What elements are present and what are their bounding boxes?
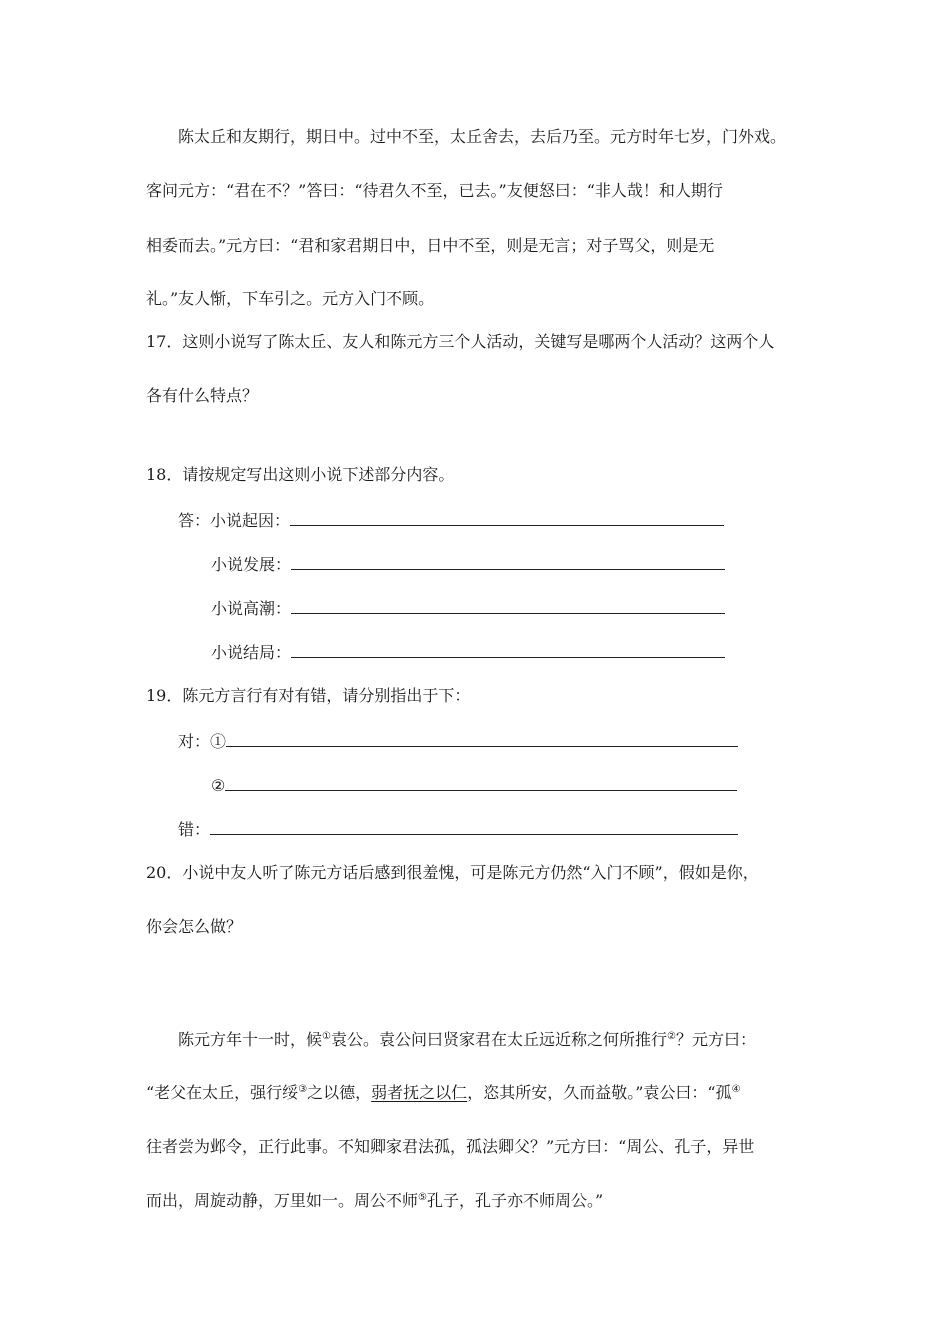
passage2-line-2	[146, 1083, 741, 1103]
question-20-line-1: 20．小说中友人听了陈元方话后感到很羞愧，可是陈元方仍然“入门不顾”，假如是你，	[146, 863, 759, 882]
question-18-prompt: 18．请按规定写出这则小说下述部分内容。	[146, 465, 455, 484]
passage1-line-2: 客问元方：“君在不？”答曰：“待君久不至，已去。”友便怒曰：“非人哉！和人期行	[146, 181, 723, 200]
cause-answer-blank[interactable]	[290, 509, 724, 526]
development-label: 小说发展：	[211, 555, 292, 574]
question-19-wrong	[178, 818, 738, 840]
question-17-line-1: 17．这则小说写了陈太丘、友人和陈元方三个人活动，关键写是哪两个人活动？这两个人	[146, 332, 775, 351]
question-19-right-2	[211, 774, 737, 796]
ending-label: 小说结局：	[211, 643, 292, 662]
question-19-right-1	[178, 730, 738, 752]
passage1-line-4: 礼。”友人惭，下车引之。元方入门不顾。	[146, 289, 435, 308]
question-18-answer-cause	[178, 509, 724, 531]
passage2-text: ，恣其所安，久而益敬。”袁公曰：“孤	[467, 1083, 732, 1102]
passage2-line-1	[178, 1030, 756, 1050]
passage2-line-3: 往者尝为邺令，正行此事。不知卿家君法孤，孤法卿父？”元方曰：“周公、孔子，异世	[146, 1137, 755, 1156]
mark-2: ②	[211, 776, 226, 795]
wrong-answer-blank[interactable]	[210, 818, 738, 835]
passage1-line-3: 相委而去。”元方曰：“君和家君期日中，日中不至，则是无言；对子骂父，则是无	[146, 236, 715, 255]
footnote-5: ⑤	[418, 1192, 427, 1203]
passage2-text: 孔子，孔子亦不师周公。”	[426, 1191, 604, 1210]
question-18-answer-climax	[211, 597, 725, 619]
underlined-phrase: 弱者抚之以仁	[371, 1083, 468, 1102]
development-answer-blank[interactable]	[291, 553, 725, 570]
question-19-prompt: 19．陈元方言行有对有错，请分别指出于下：	[146, 686, 471, 705]
passage2-text: “老父在太丘，强行绥	[146, 1083, 299, 1102]
footnote-4: ④	[731, 1084, 741, 1095]
passage2-text: 袁公。袁公问曰贤家君在太丘远近称之何所推行	[330, 1030, 667, 1049]
question-18-answer-ending	[211, 641, 725, 663]
mark-1: ①	[210, 732, 227, 751]
passage2-text: 而出，周旋动静，万里如一。周公不师	[146, 1191, 419, 1210]
climax-answer-blank[interactable]	[291, 597, 725, 614]
passage2-text: 陈元方年十一时，候	[178, 1030, 323, 1049]
ending-answer-blank[interactable]	[291, 641, 725, 658]
passage2-text: 之以德，	[307, 1083, 372, 1102]
wrong-label: 错：	[178, 820, 211, 839]
footnote-2: ②	[667, 1031, 676, 1042]
right-label: 对：	[178, 732, 211, 751]
question-20-line-2: 你会怎么做？	[146, 917, 243, 936]
cause-label: 小说起因：	[210, 511, 291, 530]
footnote-1: ①	[322, 1031, 331, 1042]
right-answer-1-blank[interactable]	[226, 730, 738, 747]
passage2-line-4	[146, 1191, 603, 1211]
climax-label: 小说高潮：	[211, 599, 292, 618]
question-18-answer-development	[211, 553, 725, 575]
right-answer-2-blank[interactable]	[225, 774, 737, 791]
passage2-text: ？元方曰：	[675, 1030, 756, 1049]
footnote-3: ③	[298, 1084, 308, 1095]
passage1-line-1: 陈太丘和友期行，期日中。过中不至，太丘舍去，去后乃至。元方时年七岁，门外戏。	[178, 127, 787, 146]
question-17-line-2: 各有什么特点？	[146, 386, 259, 405]
answer-prefix: 答：	[178, 511, 211, 530]
